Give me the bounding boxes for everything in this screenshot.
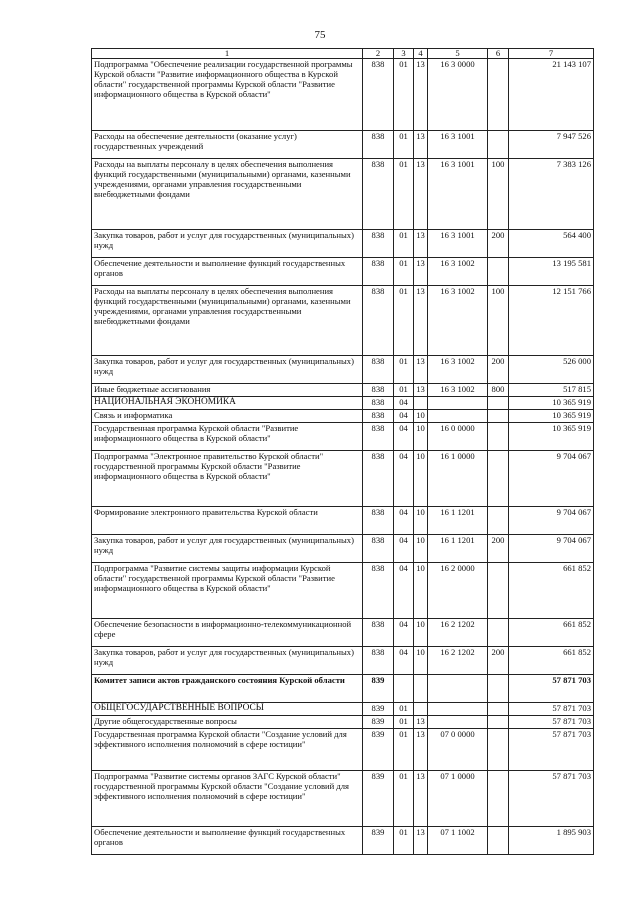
ministry-code-cell: 838 <box>363 507 394 535</box>
table-row <box>92 451 594 507</box>
subsection-code-cell: 13 <box>414 258 428 286</box>
budget-table <box>91 48 594 855</box>
section-code-cell: 01 <box>394 703 414 716</box>
section-code-cell <box>394 675 414 703</box>
expense-type-cell: 800 <box>488 384 509 397</box>
amount-cell: 517 815 <box>509 384 594 397</box>
expense-type-cell <box>488 771 509 827</box>
section-code-cell: 01 <box>394 384 414 397</box>
target-article-cell <box>428 716 488 729</box>
target-article-cell: 16 3 1001 <box>428 230 488 258</box>
row-name-cell: Закупка товаров, работ и услуг для государственных (муниципальных) нужд <box>92 230 363 258</box>
ministry-code-cell: 838 <box>363 647 394 675</box>
row-name-cell: Расходы на обеспечение деятельности (оказание услуг) государственных учреждений <box>92 131 363 159</box>
expense-type-cell <box>488 563 509 619</box>
ministry-code-cell: 839 <box>363 703 394 716</box>
amount-cell: 21 143 107 <box>509 59 594 131</box>
table-row <box>92 827 594 855</box>
ministry-code-cell: 838 <box>363 410 394 423</box>
ministry-code-cell: 838 <box>363 384 394 397</box>
subsection-code-cell: 10 <box>414 619 428 647</box>
row-name-cell: Подпрограмма "Развитие системы органов ЗАГС Курской области" государственной программы Курской области "Создание условий для эффективного исполнения полномочий в сфере юстиции" <box>92 771 363 827</box>
section-code-cell: 04 <box>394 563 414 619</box>
subsection-code-cell <box>414 703 428 716</box>
subsection-code-cell: 13 <box>414 230 428 258</box>
table-row <box>92 675 594 703</box>
amount-cell: 661 852 <box>509 563 594 619</box>
amount-cell: 7 383 126 <box>509 159 594 230</box>
row-name-cell: Закупка товаров, работ и услуг для государственных (муниципальных) нужд <box>92 535 363 563</box>
target-article-cell: 16 3 1002 <box>428 384 488 397</box>
subsection-code-cell: 13 <box>414 356 428 384</box>
target-article-cell: 16 3 1002 <box>428 356 488 384</box>
target-article-cell <box>428 675 488 703</box>
target-article-cell: 16 1 1201 <box>428 507 488 535</box>
section-code-cell: 01 <box>394 159 414 230</box>
column-header: 7 <box>509 49 594 59</box>
ministry-code-cell: 838 <box>363 619 394 647</box>
column-header: 3 <box>394 49 414 59</box>
amount-cell: 7 947 526 <box>509 131 594 159</box>
amount-cell: 57 871 703 <box>509 771 594 827</box>
expense-type-cell: 200 <box>488 535 509 563</box>
target-article-cell: 07 0 0000 <box>428 729 488 771</box>
column-header: 5 <box>428 49 488 59</box>
section-code-cell: 01 <box>394 729 414 771</box>
ministry-code-cell: 838 <box>363 131 394 159</box>
expense-type-cell <box>488 729 509 771</box>
section-code-cell: 04 <box>394 423 414 451</box>
table-row <box>92 59 594 131</box>
row-name-cell: НАЦИОНАЛЬНАЯ ЭКОНОМИКА <box>92 397 363 410</box>
table-row <box>92 159 594 230</box>
table-row <box>92 619 594 647</box>
section-code-cell: 01 <box>394 258 414 286</box>
section-code-cell: 04 <box>394 451 414 507</box>
expense-type-cell <box>488 507 509 535</box>
row-name-cell: Государственная программа Курской области "Создание условий для эффективного исполнения полномочий в сфере юстиции" <box>92 729 363 771</box>
column-header: 6 <box>488 49 509 59</box>
ministry-code-cell: 838 <box>363 563 394 619</box>
target-article-cell <box>428 397 488 410</box>
section-code-cell: 01 <box>394 356 414 384</box>
expense-type-cell <box>488 675 509 703</box>
row-name-cell: ОБЩЕГОСУДАРСТВЕННЫЕ ВОПРОСЫ <box>92 703 363 716</box>
column-header: 1 <box>92 49 363 59</box>
section-code-cell: 01 <box>394 131 414 159</box>
expense-type-cell <box>488 397 509 410</box>
amount-cell: 9 704 067 <box>509 451 594 507</box>
target-article-cell <box>428 703 488 716</box>
expense-type-cell <box>488 410 509 423</box>
table-row <box>92 423 594 451</box>
amount-cell: 1 895 903 <box>509 827 594 855</box>
table-row <box>92 131 594 159</box>
ministry-code-cell: 838 <box>363 230 394 258</box>
target-article-cell: 07 1 1002 <box>428 827 488 855</box>
row-name-cell: Подпрограмма "Электронное правительство Курской области" государственной программы Курской области "Развитие информационного общества в Курской области" <box>92 451 363 507</box>
expense-type-cell: 200 <box>488 356 509 384</box>
table-row <box>92 230 594 258</box>
table-row <box>92 507 594 535</box>
ministry-code-cell: 838 <box>363 356 394 384</box>
subsection-code-cell: 13 <box>414 384 428 397</box>
table-row <box>92 716 594 729</box>
ministry-code-cell: 839 <box>363 827 394 855</box>
ministry-code-cell: 838 <box>363 258 394 286</box>
subsection-code-cell <box>414 397 428 410</box>
expense-type-cell <box>488 423 509 451</box>
section-code-cell: 04 <box>394 647 414 675</box>
subsection-code-cell: 13 <box>414 716 428 729</box>
table-row <box>92 563 594 619</box>
table-row <box>92 647 594 675</box>
expense-type-cell: 100 <box>488 159 509 230</box>
row-name-cell: Подпрограмма "Развитие системы защиты информации Курской области" государственной программы Курской области "Развитие информационного общества в Курской области" <box>92 563 363 619</box>
row-name-cell: Иные бюджетные ассигнования <box>92 384 363 397</box>
target-article-cell: 16 2 1202 <box>428 619 488 647</box>
section-code-cell: 01 <box>394 827 414 855</box>
table-row <box>92 258 594 286</box>
table-row <box>92 703 594 716</box>
subsection-code-cell: 10 <box>414 647 428 675</box>
target-article-cell: 16 3 0000 <box>428 59 488 131</box>
ministry-code-cell: 838 <box>363 397 394 410</box>
amount-cell: 57 871 703 <box>509 675 594 703</box>
expense-type-cell: 100 <box>488 286 509 356</box>
amount-cell: 57 871 703 <box>509 703 594 716</box>
subsection-code-cell: 13 <box>414 729 428 771</box>
target-article-cell: 07 1 0000 <box>428 771 488 827</box>
row-name-cell: Обеспечение деятельности и выполнение функций государственных органов <box>92 258 363 286</box>
page-number: 75 <box>314 29 326 41</box>
expense-type-cell <box>488 827 509 855</box>
amount-cell: 9 704 067 <box>509 507 594 535</box>
target-article-cell: 16 2 1202 <box>428 647 488 675</box>
ministry-code-cell: 838 <box>363 535 394 563</box>
table-row <box>92 356 594 384</box>
target-article-cell: 16 0 0000 <box>428 423 488 451</box>
ministry-code-cell: 839 <box>363 675 394 703</box>
amount-cell: 661 852 <box>509 619 594 647</box>
subsection-code-cell: 10 <box>414 535 428 563</box>
section-code-cell: 04 <box>394 619 414 647</box>
row-name-cell: Обеспечение безопасности в информационно-телекоммуникационной сфере <box>92 619 363 647</box>
expense-type-cell <box>488 258 509 286</box>
subsection-code-cell: 13 <box>414 827 428 855</box>
ministry-code-cell: 838 <box>363 451 394 507</box>
ministry-code-cell: 839 <box>363 771 394 827</box>
table-row <box>92 771 594 827</box>
row-name-cell: Подпрограмма "Обеспечение реализации государственной программы Курской области "Развитие информационного общества в Курской области" государственной программы Курской области "Развитие информационного общества в Курской области" <box>92 59 363 131</box>
amount-cell: 564 400 <box>509 230 594 258</box>
ministry-code-cell: 838 <box>363 59 394 131</box>
column-header: 4 <box>414 49 428 59</box>
row-name-cell: Другие общегосударственные вопросы <box>92 716 363 729</box>
target-article-cell: 16 2 0000 <box>428 563 488 619</box>
section-code-cell: 01 <box>394 230 414 258</box>
subsection-code-cell: 13 <box>414 159 428 230</box>
expense-type-cell: 200 <box>488 647 509 675</box>
target-article-cell: 16 3 1002 <box>428 258 488 286</box>
section-code-cell: 01 <box>394 771 414 827</box>
amount-cell: 57 871 703 <box>509 716 594 729</box>
ministry-code-cell: 839 <box>363 716 394 729</box>
subsection-code-cell: 10 <box>414 563 428 619</box>
ministry-code-cell: 838 <box>363 159 394 230</box>
expense-type-cell: 200 <box>488 230 509 258</box>
row-name-cell: Закупка товаров, работ и услуг для государственных (муниципальных) нужд <box>92 356 363 384</box>
section-code-cell: 01 <box>394 286 414 356</box>
table-row <box>92 286 594 356</box>
ministry-code-cell: 839 <box>363 729 394 771</box>
subsection-code-cell: 13 <box>414 131 428 159</box>
table-row <box>92 397 594 410</box>
target-article-cell: 16 1 0000 <box>428 451 488 507</box>
subsection-code-cell: 13 <box>414 59 428 131</box>
subsection-code-cell: 10 <box>414 423 428 451</box>
header-row <box>92 49 594 59</box>
target-article-cell: 16 3 1001 <box>428 131 488 159</box>
target-article-cell <box>428 410 488 423</box>
row-name-cell: Расходы на выплаты персоналу в целях обеспечения выполнения функций государственными (муниципальными) органами, казенными учреждениями, органами управления государственными внебюджетными фондами <box>92 159 363 230</box>
expense-type-cell <box>488 59 509 131</box>
row-name-cell: Связь и информатика <box>92 410 363 423</box>
row-name-cell: Закупка товаров, работ и услуг для государственных (муниципальных) нужд <box>92 647 363 675</box>
subsection-code-cell: 13 <box>414 771 428 827</box>
ministry-code-cell: 838 <box>363 423 394 451</box>
target-article-cell: 16 3 1001 <box>428 159 488 230</box>
amount-cell: 57 871 703 <box>509 729 594 771</box>
amount-cell: 10 365 919 <box>509 397 594 410</box>
subsection-code-cell: 10 <box>414 507 428 535</box>
expense-type-cell <box>488 716 509 729</box>
ministry-code-cell: 838 <box>363 286 394 356</box>
amount-cell: 12 151 766 <box>509 286 594 356</box>
amount-cell: 10 365 919 <box>509 410 594 423</box>
section-code-cell: 04 <box>394 535 414 563</box>
table-row <box>92 384 594 397</box>
row-name-cell: Комитет записи актов гражданского состояния Курской области <box>92 675 363 703</box>
subsection-code-cell <box>414 675 428 703</box>
row-name-cell: Формирование электронного правительства Курской области <box>92 507 363 535</box>
expense-type-cell <box>488 451 509 507</box>
section-code-cell: 01 <box>394 716 414 729</box>
amount-cell: 13 195 581 <box>509 258 594 286</box>
section-code-cell: 04 <box>394 507 414 535</box>
subsection-code-cell: 13 <box>414 286 428 356</box>
subsection-code-cell: 10 <box>414 451 428 507</box>
row-name-cell: Расходы на выплаты персоналу в целях обеспечения выполнения функций государственными (муниципальными) органами, казенными учреждениями, органами управления государственными внебюджетными фондами <box>92 286 363 356</box>
column-header: 2 <box>363 49 394 59</box>
target-article-cell: 16 3 1002 <box>428 286 488 356</box>
amount-cell: 9 704 067 <box>509 535 594 563</box>
row-name-cell: Обеспечение деятельности и выполнение функций государственных органов <box>92 827 363 855</box>
amount-cell: 10 365 919 <box>509 423 594 451</box>
section-code-cell: 04 <box>394 410 414 423</box>
table-row <box>92 729 594 771</box>
row-name-cell: Государственная программа Курской области "Развитие информационного общества в Курской области" <box>92 423 363 451</box>
expense-type-cell <box>488 131 509 159</box>
target-article-cell: 16 1 1201 <box>428 535 488 563</box>
table-row <box>92 410 594 423</box>
amount-cell: 661 852 <box>509 647 594 675</box>
expense-type-cell <box>488 703 509 716</box>
amount-cell: 526 000 <box>509 356 594 384</box>
section-code-cell: 01 <box>394 59 414 131</box>
subsection-code-cell: 10 <box>414 410 428 423</box>
section-code-cell: 04 <box>394 397 414 410</box>
table-row <box>92 535 594 563</box>
expense-type-cell <box>488 619 509 647</box>
